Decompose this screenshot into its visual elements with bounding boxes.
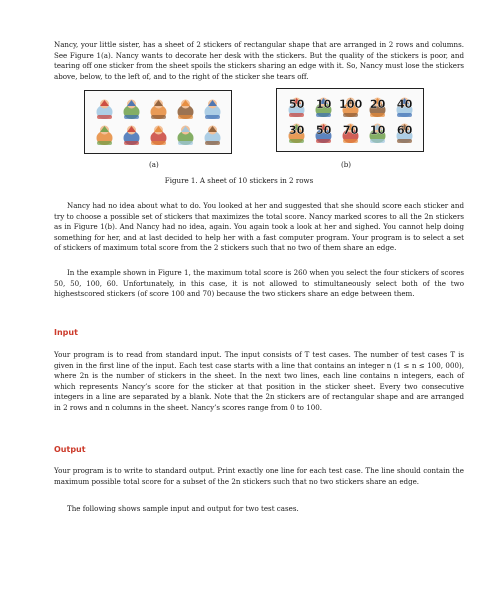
sticker-cartoon-icon [145, 122, 172, 148]
sticker-score-label: 30 [288, 123, 305, 137]
scored-sticker [364, 120, 391, 146]
sticker [199, 122, 226, 148]
scored-sticker [364, 94, 391, 120]
sticker [145, 96, 172, 122]
sticker-score-label: 40 [396, 97, 413, 111]
scored-sticker [283, 120, 310, 146]
input-heading: Input [54, 328, 78, 337]
sticker-sheet-b [276, 88, 424, 152]
sticker [199, 96, 226, 122]
sticker-score-label: 100 [338, 97, 363, 111]
sticker-score-label: 60 [396, 123, 413, 137]
body-paragraph-2: In the example shown in Figure 1, the maximum total score is 260 when you select the four stickers of scores 50, 50, 100, 60. Unfortunately, in this case, it is not allowed to stimultaneously select both of the two highestscored stickers (of score 100 and 70) because the two stickers share an edge between them. [54, 268, 464, 299]
intro-paragraph: Nancy, your little sister, has a sheet of 2 stickers of rectangular shape that are arranged in 2 rows and columns. See Figure 1(a). Nancy wants to decorate her desk with the stickers. But the quality of the stickers is poor, and tearing off one sticker from the sheet spoils the stickers sharing an edge with it. So, Nancy must lose the stickers above, below, to the left of, and to the right of the sticker she tears off. [54, 40, 464, 81]
scored-sticker [391, 94, 418, 120]
sticker [145, 122, 172, 148]
sticker-sheet-a [84, 90, 232, 154]
sticker-score-label: 10 [315, 97, 332, 111]
sticker-score-label: 50 [288, 97, 305, 111]
sticker-cartoon-icon [118, 96, 145, 122]
sticker-cartoon-icon [199, 122, 226, 148]
sticker [91, 96, 118, 122]
sticker-score-label: 70 [342, 123, 359, 137]
scored-sticker [337, 94, 364, 120]
sticker-cartoon-icon [91, 122, 118, 148]
sticker-cartoon-icon [118, 122, 145, 148]
sticker [91, 122, 118, 148]
sticker-cartoon-icon [199, 96, 226, 122]
sticker-score-label: 50 [315, 123, 332, 137]
sticker [118, 122, 145, 148]
scored-sticker [283, 94, 310, 120]
sticker-score-label: 10 [369, 123, 386, 137]
output-paragraph: Your program is to write to standard output. Print exactly one line for each test case. The line should contain the maximum possible total score for a subset of the 2n stickers such that no two stickers share an edge. [54, 466, 464, 486]
sticker-cartoon-icon [91, 96, 118, 122]
sticker-cartoon-icon [172, 122, 199, 148]
sticker-cartoon-icon [172, 96, 199, 122]
scored-sticker [337, 120, 364, 146]
input-paragraph: Your program is to read from standard input. The input consists of T test cases. The number of test cases T is given in the first line of the input. Each test case starts with a line that contains an integer n (1 ≤ n ≤ 100, 000), where 2n is the number of stickers in the sheet. In the next two lines, each line contains n integers, each of which represents Nancy’s score for the sticker at that position in the sticker sheet. Every two consecutive integers in a line are separated by a blank. Note that the 2n stickers are of rectangular shape and are arranged in 2 rows and n columns in the sheet. Nancy’s scores range from 0 to 100. [54, 350, 464, 412]
sticker [172, 122, 199, 148]
sticker-grid-a [91, 96, 226, 148]
sticker [172, 96, 199, 122]
scored-sticker [391, 120, 418, 146]
scored-sticker [310, 120, 337, 146]
figure-label-a: (a) [149, 160, 159, 169]
sticker-cartoon-icon [145, 96, 172, 122]
sticker [118, 96, 145, 122]
body-paragraph-1: Nancy had no idea about what to do. You looked at her and suggested that she should score each sticker and try to choose a possible set of stickers that maximizes the total score. Nancy marked scores to all the 2n stickers as in Figure 1(b). And Nancy had no idea, again. You again took a look at her and sighed. You cannot help doing something for her, and at last decided to help her with a fast computer program. Your program is to select a set of stickers of maximum total score from the 2 stickers such that no two of them share an edge. [54, 201, 464, 253]
sticker-grid-b [283, 94, 418, 146]
scored-sticker [310, 94, 337, 120]
figure-label-b: (b) [341, 160, 352, 169]
sample-note: The following shows sample input and output for two test cases. [67, 504, 299, 513]
figure-caption: Figure 1. A sheet of 10 stickers in 2 rows [164, 176, 314, 185]
output-heading: Output [54, 445, 86, 454]
sticker-score-label: 20 [369, 97, 386, 111]
